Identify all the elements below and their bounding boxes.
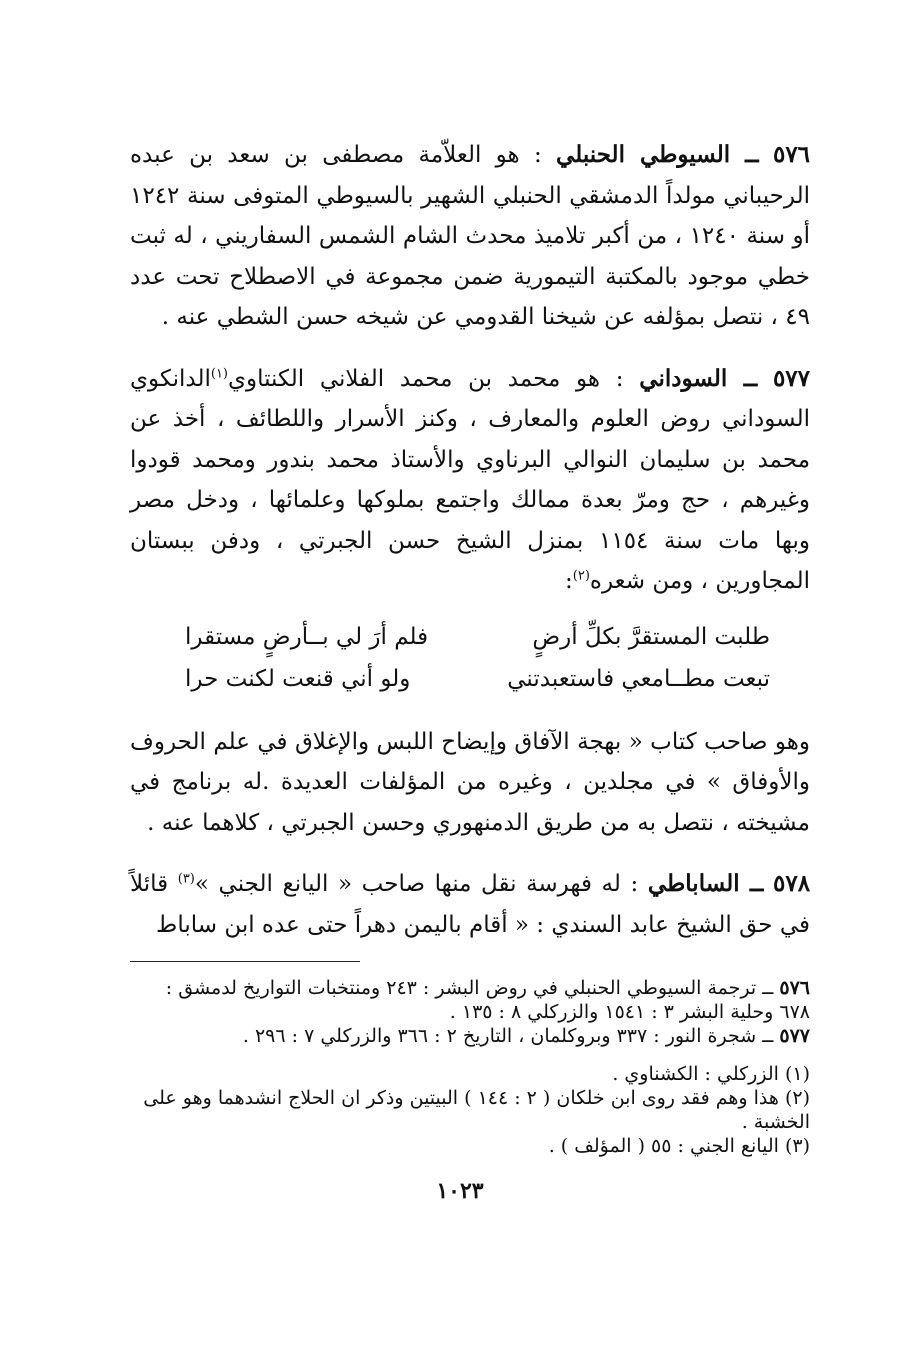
entry-intro-rest: الدانكوي السوداني — [130, 365, 810, 432]
entry-line: بعدة ممالك واجتمع بملوكها وعلمائها ، ودخل مصر وبها مات سنة ١١٥٤ — [130, 487, 811, 554]
entry-line: مولداً الدمشقي الحنبلي الشهير بالسيوطي المتوفى سنة ١٢٤٢ أو سنة ١٢٤٠ ، — [130, 182, 811, 249]
entry-577-continued — [130, 722, 810, 844]
entry-line: النوالي البرناوي والأستاذ محمد بندور ومحمد قودوا وغيرهم ، حج ومرّ — [130, 446, 811, 513]
hemistich-first: تبعت مطــامعي فاستعبدتني — [507, 665, 770, 692]
footnote-line: اليانع الجني : ٥٥ ( المؤلف ) . — [548, 1135, 779, 1157]
entry-dash: ــ — [727, 364, 758, 392]
footnote-number: (١) — [784, 1063, 810, 1085]
source-note-number: ٥٧٧ — [779, 1025, 810, 1047]
entry-line: قائلاً في حق الشيخ عابد السندي : « أقام باليمن دهراً حتى عده ابن ساباط — [130, 871, 810, 938]
entry-line: وهو صاحب كتاب « بهجة الآفاق وإيضاح اللبس والإغلاق في علم — [213, 728, 810, 755]
entry-name: الساباطي — [647, 870, 740, 897]
footnote-separator — [130, 961, 360, 962]
entry-number: ٥٧٦ — [772, 141, 811, 168]
footnotes — [130, 1062, 810, 1158]
entry-line: بمنزل الشيخ حسن الجبرتي ، ودفن ببستان المجاورين ، ومن شعره — [130, 527, 810, 594]
entry-intro: : هو محمد بن محمد الفلاني الكنتاوي — [228, 365, 624, 392]
footnote — [130, 1062, 810, 1086]
hemistich-second: ولو أني قنعت لكنت حرا — [185, 665, 411, 692]
entry-name: السيوطي الحنبلي — [556, 141, 731, 168]
source-note — [130, 976, 810, 1024]
entry-line: بالمكتبة التيمورية ضمن مجموعة في الاصطلاح تحت عدد ٤٩ ، نتصل بمؤلفه — [130, 263, 810, 330]
entry-line: : هو العلاّمة مصطفى بن سعد بن عبده الرحيباني — [130, 142, 810, 209]
entry-576 — [130, 135, 810, 338]
entry-line: عن شيخنا القدومي عن شيخه حسن الشطي عنه . — [161, 304, 636, 330]
source-note-line: ٧ : ٢٩٦ . — [242, 1025, 315, 1047]
footnote-number: (٣) — [784, 1135, 810, 1157]
source-note-line: ــ ترجمة السيوطي الحنبلي في روض البشر : ٢٤٣ ومنتخبات التواريخ — [243, 977, 774, 999]
footnote-line: انشدهما وهو على الخشبة . — [143, 1087, 810, 1133]
footnote — [130, 1086, 810, 1134]
poem — [130, 616, 810, 700]
source-note-line: ــ شجرة النور : ٣٣٧ وبروكلمان ، التاريخ ٢ : ٣٦٦ والزركلي — [320, 1025, 774, 1047]
entry-577: ٥٧٧ ــ السوداني : هو محمد بن محمد الفلاني الكنتاوي$^{(١)}$الدانكوي السوداني روض العلوم والمعارف ، وكنز الأسرار واللطائف ، أخذ عن محمد بن سليمان النوالي البرناوي والأستاذ محمد بندور ومحمد قودوا وغيرهم ، حج ومرّ بعدة ممالك واجتمع بملوكها وعلمائها ، ودخل مصر وبها مات سنة ١١٥٤ بمنزل الشيخ حسن الجبرتي ، ودفن ببستان المجاورين ، ومن شعره$^{(٢)}$: — [130, 364, 811, 594]
entry-578 — [130, 864, 810, 945]
footnote-ref: (٢) — [572, 568, 590, 584]
hemistich-first: طلبت المستقرَّ بكلِّ أرضٍ — [532, 623, 770, 650]
entry-number: ٥٧٧ — [772, 364, 810, 392]
entry-dash: ــ — [730, 141, 759, 168]
footnote-ref: (٣) — [177, 871, 195, 887]
entry-line: الحروف والأوفاق » في مجلدين ، وغيره من المؤلفات العديدة .له برنامج في — [130, 728, 810, 795]
entry-dash: ــ — [739, 870, 764, 897]
entry-line: روض العلوم والمعارف ، وكنز الأسرار واللطائف ، أخذ عن محمد بن سليمان — [130, 406, 811, 473]
footnote-line: الزركلي : الكشناوي . — [612, 1063, 779, 1085]
entry-intro: : له فهرسة نقل منها صاحب « اليانع الجني » — [194, 871, 639, 897]
entry-name: السوداني — [639, 364, 728, 392]
source-notes — [130, 976, 810, 1048]
footnote-number: (٢) — [784, 1087, 810, 1109]
verse — [185, 658, 770, 700]
footnote — [130, 1134, 810, 1158]
hemistich-second: فلم أرَ لي بــأرضٍ مستقرا — [185, 623, 429, 650]
entry-number: ٥٧٨ — [772, 870, 811, 897]
source-note — [130, 1024, 810, 1048]
entry-line: من أكبر تلاميذ محدث الشام الشمس السفاريني ، له ثبت خطي موجود — [130, 223, 810, 290]
verse — [185, 616, 770, 658]
source-note-number: ٥٧٦ — [779, 977, 810, 999]
footnote-line: هذا وهم فقد روى ابن خلكان ( ٢ : ١٤٤ ) البيتين وذكر ان الحلاج — [288, 1087, 779, 1109]
source-note-line: لدمشق : ٦٧٨ وحلية البشر ٣ : ١٥٤١ والزركلي ٨ : ١٣٥ . — [165, 977, 810, 1023]
footnote-ref: (١) — [210, 365, 228, 381]
entry-line: مشيخته ، نتصل به من طريق الدمنهوري وحسن الجبرتي ، كلاهما عنه . — [147, 809, 810, 836]
page-number: ١٠٢٣ — [436, 1178, 484, 1204]
